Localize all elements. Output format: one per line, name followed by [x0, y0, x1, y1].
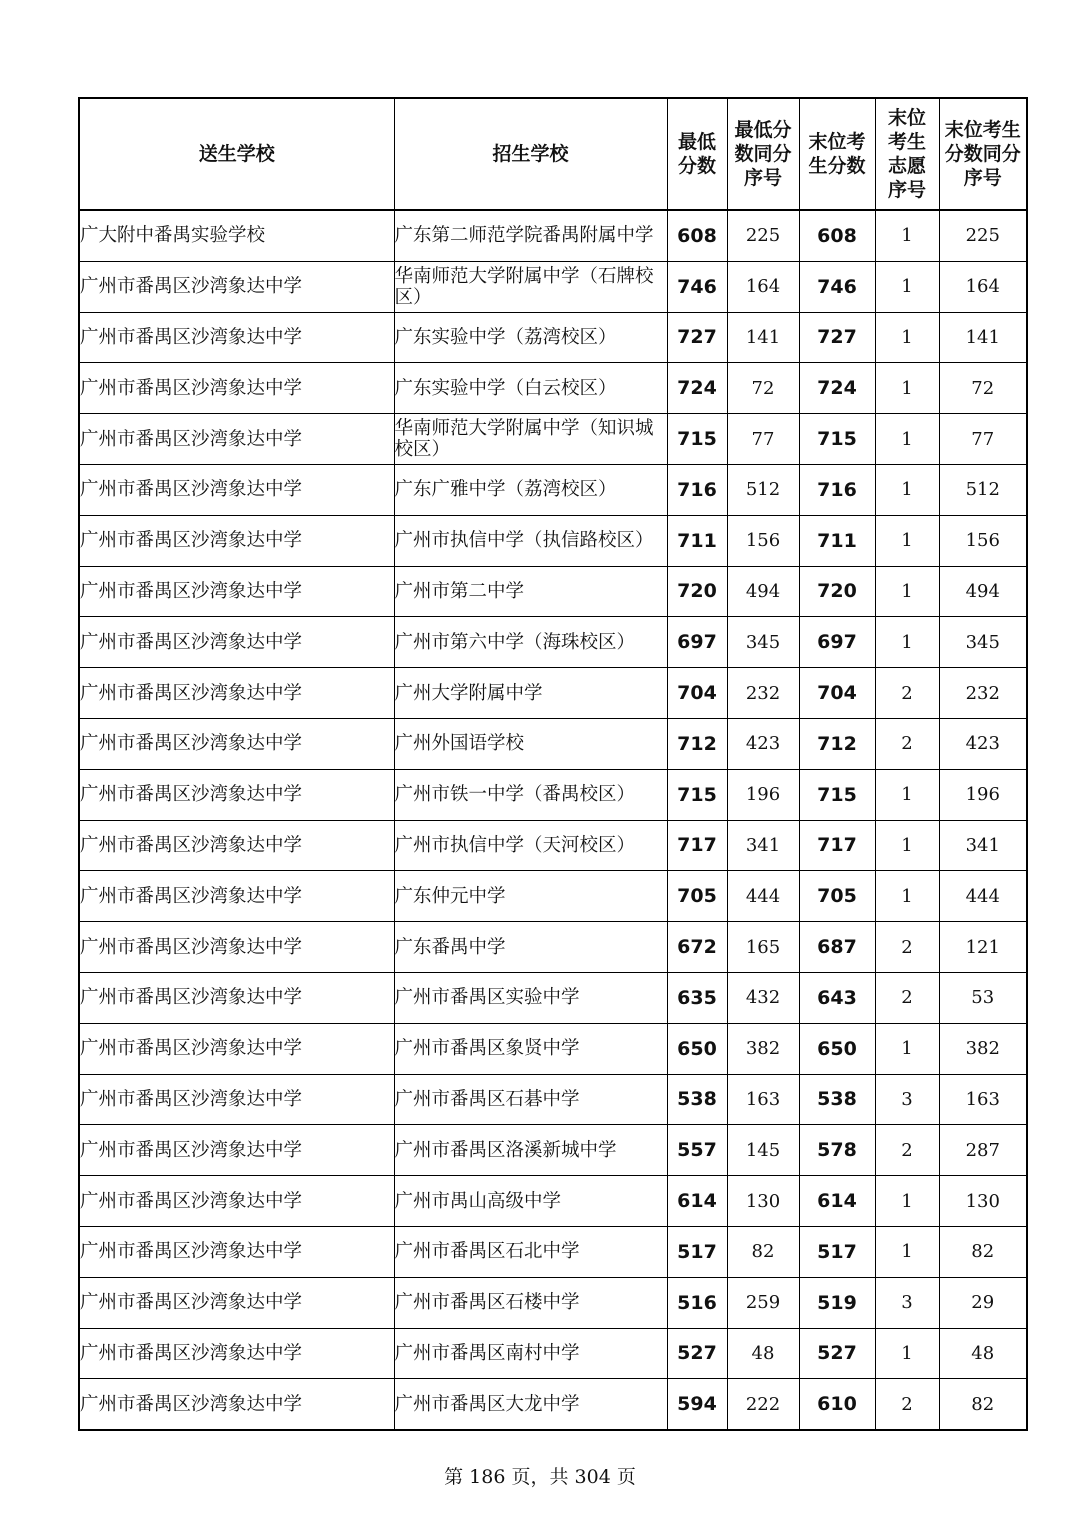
cell-sender-school: 广州市番禺区沙湾象达中学	[79, 515, 394, 566]
cell-min-score: 517	[667, 1226, 727, 1277]
table-row	[79, 363, 1027, 414]
header-min-score: 最低分数	[667, 98, 727, 210]
cell-min-score-rank: 259	[727, 1277, 799, 1328]
header-last-rank: 末位考生分数同分序号	[939, 98, 1027, 210]
cell-min-score-rank: 72	[727, 363, 799, 414]
cell-last-rank: 345	[939, 617, 1027, 668]
cell-sender-school: 广州市番禺区沙湾象达中学	[79, 871, 394, 922]
cell-last-score: 717	[799, 820, 875, 871]
cell-last-score: 517	[799, 1226, 875, 1277]
cell-min-score-rank: 444	[727, 871, 799, 922]
cell-last-score: 705	[799, 871, 875, 922]
header-last-score: 末位考生分数	[799, 98, 875, 210]
cell-last-choice: 1	[875, 261, 939, 312]
cell-last-rank: 423	[939, 718, 1027, 769]
cell-min-score-rank: 345	[727, 617, 799, 668]
cell-last-score: 712	[799, 718, 875, 769]
header-receiver-school: 招生学校	[394, 98, 667, 210]
cell-min-score: 650	[667, 1023, 727, 1074]
cell-last-score: 711	[799, 515, 875, 566]
cell-last-rank: 444	[939, 871, 1027, 922]
cell-last-rank: 382	[939, 1023, 1027, 1074]
cell-min-score: 715	[667, 414, 727, 465]
table-row	[79, 1226, 1027, 1277]
table-row	[79, 820, 1027, 871]
cell-min-score-rank: 165	[727, 922, 799, 973]
cell-sender-school: 广州市番禺区沙湾象达中学	[79, 769, 394, 820]
cell-last-choice: 3	[875, 1074, 939, 1125]
cell-receiver-school: 广东第二师范学院番禺附属中学	[394, 210, 667, 261]
cell-last-choice: 1	[875, 1176, 939, 1227]
cell-last-rank: 77	[939, 414, 1027, 465]
cell-receiver-school: 广州市番禺区洛溪新城中学	[394, 1125, 667, 1176]
cell-last-rank: 287	[939, 1125, 1027, 1176]
cell-sender-school: 广州市番禺区沙湾象达中学	[79, 1074, 394, 1125]
cell-sender-school: 广州市番禺区沙湾象达中学	[79, 1379, 394, 1430]
table-row	[79, 210, 1027, 261]
cell-sender-school: 广州市番禺区沙湾象达中学	[79, 1176, 394, 1227]
cell-receiver-school: 广州外国语学校	[394, 718, 667, 769]
table-row	[79, 871, 1027, 922]
table-row	[79, 464, 1027, 515]
cell-sender-school: 广州市番禺区沙湾象达中学	[79, 261, 394, 312]
cell-min-score: 608	[667, 210, 727, 261]
cell-receiver-school: 广州市番禺区南村中学	[394, 1328, 667, 1379]
cell-receiver-school: 广州市番禺区象贤中学	[394, 1023, 667, 1074]
cell-min-score: 594	[667, 1379, 727, 1430]
cell-receiver-school: 广东实验中学（白云校区）	[394, 363, 667, 414]
cell-last-rank: 163	[939, 1074, 1027, 1125]
cell-min-score: 711	[667, 515, 727, 566]
cell-receiver-school: 广东实验中学（荔湾校区）	[394, 312, 667, 363]
cell-last-choice: 1	[875, 871, 939, 922]
cell-last-choice: 1	[875, 464, 939, 515]
cell-receiver-school: 广州市番禺区石楼中学	[394, 1277, 667, 1328]
cell-last-rank: 48	[939, 1328, 1027, 1379]
cell-last-score: 578	[799, 1125, 875, 1176]
cell-last-choice: 1	[875, 820, 939, 871]
cell-last-score: 697	[799, 617, 875, 668]
header-min-score-rank: 最低分数同分序号	[727, 98, 799, 210]
cell-last-rank: 494	[939, 566, 1027, 617]
cell-last-choice: 2	[875, 1125, 939, 1176]
cell-min-score: 716	[667, 464, 727, 515]
cell-min-score-rank: 432	[727, 972, 799, 1023]
table-row	[79, 1277, 1027, 1328]
cell-last-choice: 1	[875, 363, 939, 414]
table-row	[79, 261, 1027, 312]
cell-sender-school: 广州市番禺区沙湾象达中学	[79, 718, 394, 769]
cell-sender-school: 广州市番禺区沙湾象达中学	[79, 464, 394, 515]
cell-sender-school: 广州市番禺区沙湾象达中学	[79, 312, 394, 363]
cell-receiver-school: 华南师范大学附属中学（知识城校区）	[394, 414, 667, 465]
cell-min-score: 635	[667, 972, 727, 1023]
cell-receiver-school: 广州市番禺区实验中学	[394, 972, 667, 1023]
admission-score-table	[78, 97, 1028, 1431]
table-row	[79, 1176, 1027, 1227]
cell-last-score: 650	[799, 1023, 875, 1074]
cell-min-score: 557	[667, 1125, 727, 1176]
cell-sender-school: 广州市番禺区沙湾象达中学	[79, 972, 394, 1023]
cell-min-score: 712	[667, 718, 727, 769]
cell-min-score-rank: 48	[727, 1328, 799, 1379]
cell-min-score-rank: 164	[727, 261, 799, 312]
cell-last-score: 704	[799, 668, 875, 719]
table-row	[79, 414, 1027, 465]
cell-last-score: 724	[799, 363, 875, 414]
cell-last-rank: 164	[939, 261, 1027, 312]
cell-receiver-school: 广州市番禺区石北中学	[394, 1226, 667, 1277]
table-body	[79, 210, 1027, 1430]
cell-receiver-school: 广州市禺山高级中学	[394, 1176, 667, 1227]
cell-last-rank: 72	[939, 363, 1027, 414]
table-row	[79, 769, 1027, 820]
cell-min-score-rank: 423	[727, 718, 799, 769]
table-header-row	[79, 98, 1027, 210]
cell-last-score: 538	[799, 1074, 875, 1125]
cell-last-rank: 196	[939, 769, 1027, 820]
table-row	[79, 1023, 1027, 1074]
cell-min-score: 614	[667, 1176, 727, 1227]
cell-min-score: 720	[667, 566, 727, 617]
cell-min-score: 672	[667, 922, 727, 973]
header-last-choice: 末位考生志愿序号	[875, 98, 939, 210]
cell-min-score: 516	[667, 1277, 727, 1328]
cell-receiver-school: 广东仲元中学	[394, 871, 667, 922]
cell-min-score-rank: 222	[727, 1379, 799, 1430]
cell-sender-school: 广州市番禺区沙湾象达中学	[79, 363, 394, 414]
cell-last-score: 720	[799, 566, 875, 617]
cell-sender-school: 广大附中番禺实验学校	[79, 210, 394, 261]
cell-min-score-rank: 156	[727, 515, 799, 566]
cell-last-score: 687	[799, 922, 875, 973]
table-row	[79, 718, 1027, 769]
cell-min-score: 538	[667, 1074, 727, 1125]
cell-last-choice: 1	[875, 566, 939, 617]
cell-last-score: 715	[799, 414, 875, 465]
cell-last-score: 746	[799, 261, 875, 312]
cell-last-score: 608	[799, 210, 875, 261]
cell-min-score-rank: 225	[727, 210, 799, 261]
table-row	[79, 1328, 1027, 1379]
cell-sender-school: 广州市番禺区沙湾象达中学	[79, 1023, 394, 1074]
cell-min-score-rank: 145	[727, 1125, 799, 1176]
cell-last-rank: 53	[939, 972, 1027, 1023]
cell-last-choice: 1	[875, 1226, 939, 1277]
cell-last-score: 527	[799, 1328, 875, 1379]
cell-sender-school: 广州市番禺区沙湾象达中学	[79, 1328, 394, 1379]
table-row	[79, 922, 1027, 973]
cell-last-choice: 2	[875, 668, 939, 719]
cell-last-choice: 1	[875, 312, 939, 363]
cell-min-score-rank: 163	[727, 1074, 799, 1125]
cell-sender-school: 广州市番禺区沙湾象达中学	[79, 922, 394, 973]
cell-sender-school: 广州市番禺区沙湾象达中学	[79, 1226, 394, 1277]
cell-last-score: 614	[799, 1176, 875, 1227]
cell-last-rank: 141	[939, 312, 1027, 363]
cell-last-choice: 1	[875, 1328, 939, 1379]
cell-receiver-school: 广州市第六中学（海珠校区）	[394, 617, 667, 668]
cell-last-choice: 2	[875, 972, 939, 1023]
table-row	[79, 1074, 1027, 1125]
cell-sender-school: 广州市番禺区沙湾象达中学	[79, 414, 394, 465]
cell-receiver-school: 广州市铁一中学（番禺校区）	[394, 769, 667, 820]
cell-last-choice: 1	[875, 414, 939, 465]
cell-min-score: 697	[667, 617, 727, 668]
table-row	[79, 1125, 1027, 1176]
cell-last-choice: 2	[875, 1379, 939, 1430]
cell-sender-school: 广州市番禺区沙湾象达中学	[79, 820, 394, 871]
cell-min-score: 527	[667, 1328, 727, 1379]
cell-last-rank: 341	[939, 820, 1027, 871]
cell-min-score-rank: 232	[727, 668, 799, 719]
cell-min-score: 715	[667, 769, 727, 820]
cell-last-choice: 2	[875, 718, 939, 769]
cell-min-score-rank: 494	[727, 566, 799, 617]
cell-last-choice: 1	[875, 210, 939, 261]
table-row	[79, 1379, 1027, 1430]
cell-receiver-school: 广州市番禺区大龙中学	[394, 1379, 667, 1430]
cell-last-choice: 1	[875, 769, 939, 820]
cell-last-rank: 82	[939, 1226, 1027, 1277]
cell-last-score: 519	[799, 1277, 875, 1328]
cell-last-rank: 225	[939, 210, 1027, 261]
cell-receiver-school: 广州大学附属中学	[394, 668, 667, 719]
cell-min-score: 717	[667, 820, 727, 871]
cell-min-score-rank: 512	[727, 464, 799, 515]
table-row	[79, 312, 1027, 363]
cell-min-score: 724	[667, 363, 727, 414]
cell-receiver-school: 广州市番禺区石碁中学	[394, 1074, 667, 1125]
cell-last-score: 727	[799, 312, 875, 363]
header-sender-school: 送生学校	[79, 98, 394, 210]
cell-last-score: 715	[799, 769, 875, 820]
cell-last-rank: 29	[939, 1277, 1027, 1328]
table-row	[79, 515, 1027, 566]
cell-receiver-school: 华南师范大学附属中学（石牌校区）	[394, 261, 667, 312]
cell-receiver-school: 广东番禺中学	[394, 922, 667, 973]
cell-last-choice: 2	[875, 922, 939, 973]
cell-last-score: 610	[799, 1379, 875, 1430]
cell-min-score: 704	[667, 668, 727, 719]
cell-min-score-rank: 77	[727, 414, 799, 465]
cell-sender-school: 广州市番禺区沙湾象达中学	[79, 1125, 394, 1176]
page-number-footer: 第 186 页，共 304 页	[444, 1466, 636, 1488]
cell-min-score-rank: 141	[727, 312, 799, 363]
cell-last-rank: 130	[939, 1176, 1027, 1227]
table-row	[79, 668, 1027, 719]
cell-min-score-rank: 382	[727, 1023, 799, 1074]
cell-last-choice: 1	[875, 617, 939, 668]
table-row	[79, 972, 1027, 1023]
cell-last-score: 643	[799, 972, 875, 1023]
cell-last-rank: 156	[939, 515, 1027, 566]
table-row	[79, 617, 1027, 668]
cell-sender-school: 广州市番禺区沙湾象达中学	[79, 566, 394, 617]
cell-last-score: 716	[799, 464, 875, 515]
cell-last-rank: 82	[939, 1379, 1027, 1430]
cell-sender-school: 广州市番禺区沙湾象达中学	[79, 1277, 394, 1328]
cell-min-score-rank: 82	[727, 1226, 799, 1277]
cell-receiver-school: 广州市执信中学（天河校区）	[394, 820, 667, 871]
cell-last-choice: 1	[875, 515, 939, 566]
cell-last-choice: 3	[875, 1277, 939, 1328]
cell-last-choice: 1	[875, 1023, 939, 1074]
cell-last-rank: 121	[939, 922, 1027, 973]
cell-min-score: 705	[667, 871, 727, 922]
cell-min-score-rank: 130	[727, 1176, 799, 1227]
cell-last-rank: 512	[939, 464, 1027, 515]
cell-min-score: 746	[667, 261, 727, 312]
table-row	[79, 566, 1027, 617]
cell-receiver-school: 广州市执信中学（执信路校区）	[394, 515, 667, 566]
cell-last-rank: 232	[939, 668, 1027, 719]
cell-min-score-rank: 196	[727, 769, 799, 820]
cell-sender-school: 广州市番禺区沙湾象达中学	[79, 668, 394, 719]
cell-min-score: 727	[667, 312, 727, 363]
cell-receiver-school: 广州市第二中学	[394, 566, 667, 617]
cell-sender-school: 广州市番禺区沙湾象达中学	[79, 617, 394, 668]
cell-receiver-school: 广东广雅中学（荔湾校区）	[394, 464, 667, 515]
cell-min-score-rank: 341	[727, 820, 799, 871]
